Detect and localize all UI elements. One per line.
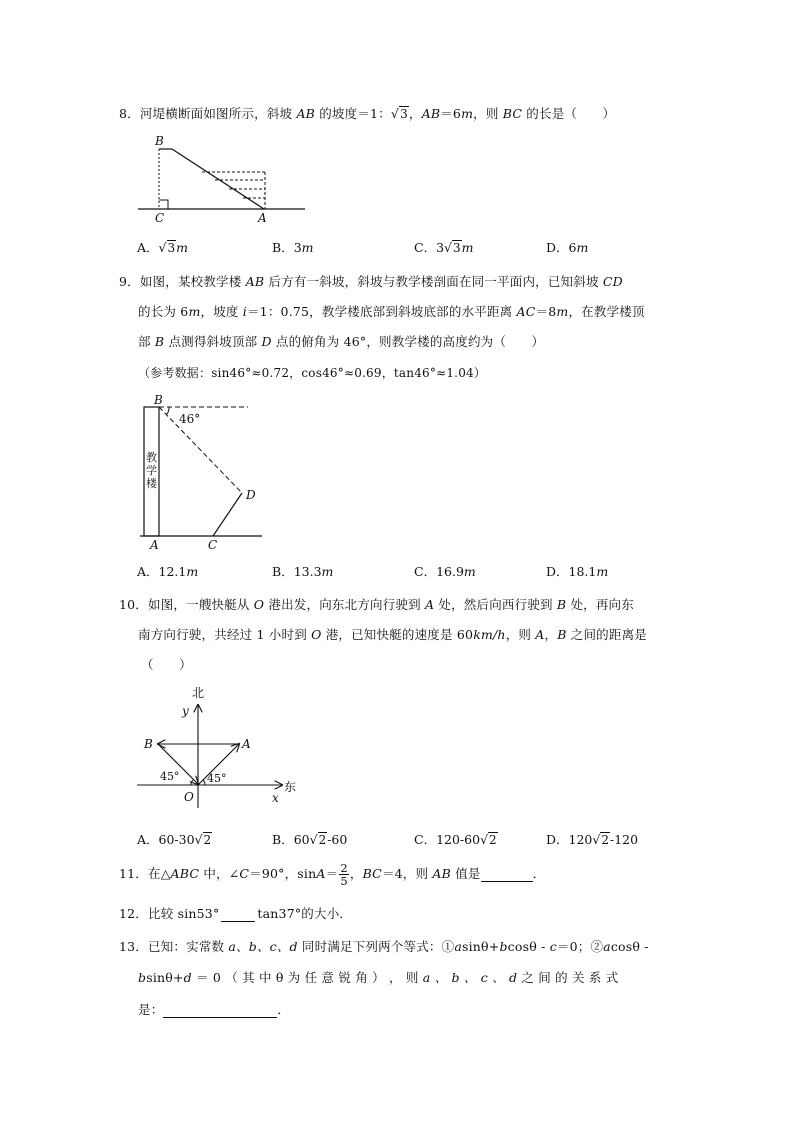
q9-stem-line1: 9．如图，某校教学楼 AB 后方有一斜坡，斜坡与教学楼剖面在同一平面内，已知斜坡 CD [119,274,623,289]
q10-option-d[interactable]: D．120√2-120 [546,832,639,847]
q10-number: 10． [119,597,149,612]
q10-stem-line1: 10．如图，一艘快艇从 O 港出发，向东北方向行驶到 A 处，然后向西行驶到 B 处，再向东 [119,597,634,612]
q13-stem-line3: 是： ． [138,1002,291,1017]
q8-option-d[interactable]: D．6m [546,240,589,255]
q11-stem: 11．在△ABC 中，∠C＝90°，sinA＝ $\frac{2}{5}$ ，BC＝4，则 AB 值是 ． [119,861,546,889]
q9-building-char-1: 教 [146,451,157,464]
q9-reference: （参考数据：sin46°≈0.72，cos46°≈0.69，tan46°≈1.04） [138,366,487,380]
q9-building-char-3: 楼 [146,477,157,490]
q8-option-b[interactable]: B．3m [272,240,314,255]
q8-label-a: A [258,211,267,225]
q10-label-b: B [144,737,153,751]
q10-stem-line3: （ ） [141,657,192,672]
q13-number: 13． [119,939,149,954]
q12-stem: 12．比较 sin53° tan37°的大小． [119,906,353,921]
q11-answer-blank[interactable] [481,866,533,882]
q9-option-a[interactable]: A．12.1m [137,564,199,579]
q9-option-c[interactable]: C．16.9m [414,564,476,579]
fraction-2-5: $\frac{2}{5}$ [340,861,348,889]
q9-number: 9． [119,274,140,289]
q8-option-c[interactable]: C．3√3m [414,240,474,255]
q13-stem-line1: 13．已知：实常数 a、b、c、d 同时满足下列两个等式：①asinθ+bcosθ - c＝0；②acosθ - [119,939,649,954]
q10-option-b[interactable]: B．60√2-60 [272,832,348,847]
q10-label-o: O [184,790,194,804]
q10-y-label: y [182,704,189,718]
q9-label-c: C [208,538,218,552]
q12-number: 12． [119,906,149,921]
q11-number: 11． [119,866,149,882]
q9-stem-line2: 的长为 6m，坡度 i＝1：0.75，教学楼底部到斜坡底部的水平距离 AC＝8m，在教学楼顶 [138,304,645,319]
q10-stem-line2: 南方向行驶，共经过 1 小时到 O 港，已知快艇的速度是 60km/h，则 A，B 之间的距离是 [138,627,647,642]
q9-label-a: A [150,538,159,552]
q12-answer-blank[interactable] [221,906,255,922]
q9-angle-label: 46° [179,412,201,426]
q8-option-a[interactable]: A．√3m [137,240,188,255]
q9-label-d: D [246,488,256,502]
q13-stem-line2: bsinθ+d ＝ 0 （ 其 中 θ 为 任 意 锐 角 ） ， 则 a 、 b 、 c 、 d 之 间 的 关 系 式 [138,970,619,985]
q10-north-label: 北 [192,686,205,700]
q10-angle-left: 45° [160,770,180,783]
q9-label-b: B [154,393,163,407]
q9-figure [140,393,280,552]
sqrt-3: √3 [390,106,408,121]
q8-label-b: B [155,134,164,148]
q8-label-c: C [155,211,165,225]
q10-x-label: x [272,791,279,805]
q8-figure [135,132,315,225]
q9-option-d[interactable]: D．18.1m [546,564,609,579]
q10-option-a[interactable]: A．60-30√2 [137,832,212,847]
q9-option-b[interactable]: B．13.3m [272,564,334,579]
q13-answer-blank[interactable] [163,1002,277,1018]
q10-figure [136,684,306,809]
q8-number: 8． [119,106,140,121]
q9-stem-line3: 部 B 点测得斜坡顶部 D 点的俯角为 46°，则教学楼的高度约为（ ） [138,334,545,349]
q10-east-label: 东 [284,780,297,794]
q10-label-a: A [242,737,251,751]
q10-angle-right: 45° [207,772,227,785]
q10-option-c[interactable]: C．120-60√2 [414,832,497,847]
q8-stem: 8．河堤横断面如图所示，斜坡 AB 的坡度＝1：√3，AB＝6m，则 BC 的长是（ ） [119,106,616,121]
q9-building-char-2: 学 [146,464,157,477]
